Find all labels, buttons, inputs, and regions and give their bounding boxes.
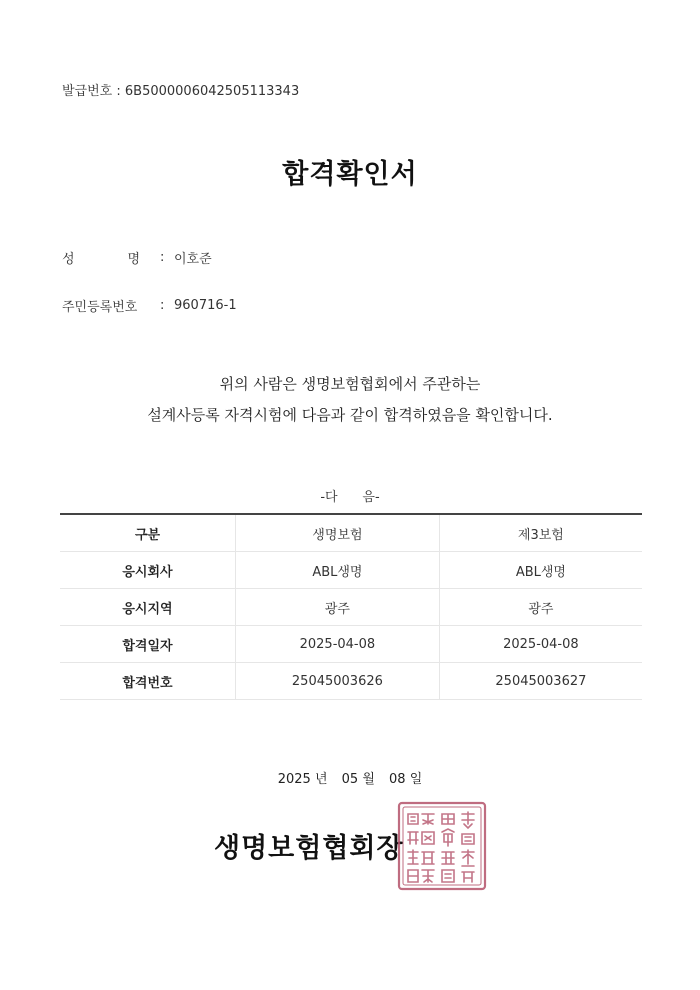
table-row — [60, 552, 642, 589]
name-row — [62, 248, 212, 267]
header-third-insurance: 제3보험 — [439, 514, 642, 552]
statement-line-2: 설계사등록 자격시험에 다음과 같이 합격하였음을 확인합니다. — [147, 406, 553, 424]
header-life-insurance: 생명보험 — [236, 514, 440, 552]
document-title: 합격확인서 — [282, 159, 418, 190]
row-label: 합격일자 — [60, 626, 236, 663]
row-label: 합격번호 — [60, 663, 236, 700]
date-day: 08 일 — [389, 772, 423, 787]
cell-third: 25045003627 — [439, 663, 642, 700]
table-header-row — [60, 514, 642, 552]
table-row — [60, 589, 642, 626]
id-value: 960716-1 — [174, 298, 237, 313]
header-label: 구분 — [60, 514, 236, 552]
cell-third: 광주 — [439, 589, 642, 626]
statement-line-1: 위의 사람은 생명보험협회에서 주관하는 — [219, 375, 481, 393]
result-table — [60, 513, 642, 700]
id-label: 주민등록번호 — [62, 300, 138, 315]
official-seal-icon — [396, 800, 488, 892]
section-heading — [0, 486, 700, 505]
name-label — [62, 248, 140, 267]
cell-life: 25045003626 — [236, 663, 440, 700]
cell-life: 광주 — [236, 589, 440, 626]
name-label-char: 성 — [62, 252, 75, 267]
id-row — [62, 296, 237, 315]
cell-life: ABL생명 — [236, 552, 440, 589]
signer-title: 생명보험협회장 — [214, 833, 404, 864]
row-label: 응시회사 — [60, 552, 236, 589]
date-year: 2025 년 — [277, 772, 328, 787]
section-heading-text: -다 음- — [320, 490, 380, 505]
name-label-char: 명 — [127, 252, 140, 267]
table-row — [60, 663, 642, 700]
cell-third: 2025-04-08 — [439, 626, 642, 663]
name-value: 이호준 — [174, 252, 212, 267]
date-month: 05 월 — [341, 772, 375, 787]
cell-third: ABL생명 — [439, 552, 642, 589]
row-label: 응시지역 — [60, 589, 236, 626]
name-colon: : — [160, 250, 165, 265]
id-colon: : — [160, 298, 165, 313]
table-row — [60, 626, 642, 663]
cell-life: 2025-04-08 — [236, 626, 440, 663]
issue-number: 발급번호 : 6B5000006042505113343 — [62, 84, 300, 99]
issue-date — [0, 768, 700, 787]
